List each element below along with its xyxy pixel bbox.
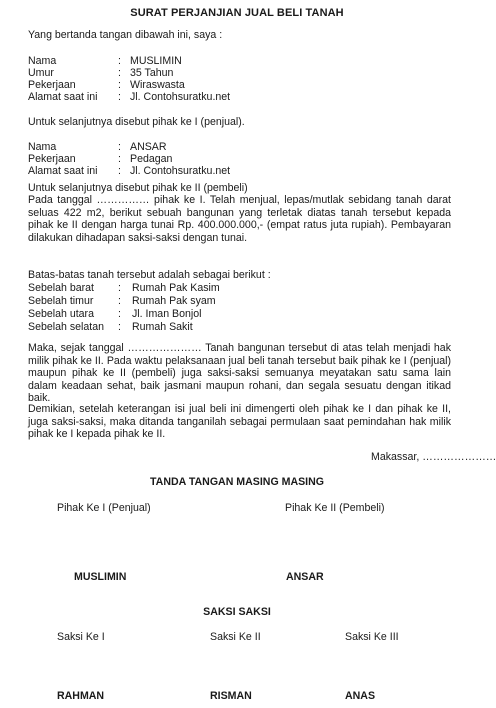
field-colon: : [118,153,121,165]
party2-name: ANSAR [286,571,324,583]
field-label: Nama [28,55,57,67]
party1-name: MUSLIMIN [74,571,127,583]
border-label: Sebelah barat [28,282,94,294]
border-value: Rumah Pak Kasim [132,282,220,294]
field-label: Pekerjaan [28,153,76,165]
border-label: Sebelah selatan [28,321,104,333]
border-value: Rumah Pak syam [132,295,216,307]
field-value: Pedagan [130,153,173,165]
closing-paragraph: Demikian, setelah keterangan isi jual beli ini dimengerti oleh pihak ke I dan pihak ke II, juga saksi-saksi, maka ditanda tanganilah sebagai permulaan saat pemindahan hak milik pihak ke I kepada pihak ke II. [28,403,451,440]
field-label: Alamat saat ini [28,165,98,177]
place-date: Makassar, ………………… [371,451,496,463]
first-party-note: Untuk selanjutnya disebut pihak ke I (penjual). [28,116,245,128]
field-value: Jl. Contohsuratku.net [130,165,231,177]
field-colon: : [118,165,121,177]
border-label: Sebelah utara [28,308,94,320]
border-colon: : [118,308,121,320]
field-label: Alamat saat ini [28,91,98,103]
field-label: Umur [28,67,54,79]
party2-label: Pihak Ke II (Pembeli) [285,502,385,514]
field-colon: : [118,141,121,153]
border-colon: : [118,282,121,294]
opening-line: Yang bertanda tangan dibawah ini, saya : [28,29,223,41]
witness-label: Saksi Ke III [345,631,399,643]
border-value: Jl. Iman Bonjol [132,308,202,320]
borders-intro: Batas-batas tanah tersebut adalah sebagai berikut : [28,269,271,281]
sale-paragraph: Pada tanggal …………… pihak ke I. Telah menjual, lepas/mutlak sebidang tanah darat seluas 422 m2, berikut sebuah bangunan yang terletak diatas tanah tersebut kepada pihak ke II dengan harga tunai Rp. 400.000.000,- (empat ratus juta rupiah). Pembayaran dilakukan dihadapan saksi-saksi dengan tunai. [28,194,451,244]
party1-label: Pihak Ke I (Penjual) [57,502,151,514]
field-value: MUSLIMIN [130,55,182,67]
border-label: Sebelah timur [28,295,94,307]
witness-label: Saksi Ke II [210,631,261,643]
witness-heading: SAKSI SAKSI [203,606,271,618]
field-value: Wiraswasta [130,79,185,91]
field-colon: : [118,79,121,91]
border-value: Rumah Sakit [132,321,193,333]
field-value: 35 Tahun [130,67,174,79]
witness-label: Saksi Ke I [57,631,105,643]
document-title: SURAT PERJANJIAN JUAL BELI TANAH [130,7,344,19]
field-colon: : [118,91,121,103]
field-value: Jl. Contohsuratku.net [130,91,231,103]
field-label: Pekerjaan [28,79,76,91]
field-colon: : [118,67,121,79]
witness-name: RISMAN [210,690,252,702]
field-value: ANSAR [130,141,167,153]
witness-name: RAHMAN [57,690,105,702]
border-colon: : [118,321,121,333]
signature-heading: TANDA TANGAN MASING MASING [150,476,324,488]
field-label: Nama [28,141,57,153]
second-party-note: Untuk selanjutnya disebut pihak ke II (pembeli) [28,182,248,194]
field-colon: : [118,55,121,67]
witness-name: ANAS [345,690,376,702]
ownership-paragraph: Maka, sejak tanggal ………………… Tanah bangunan tersebut di atas telah menjadi hak milik pihak ke II. Pada waktu pelaksanaan jual beli tanah tersebut baik pihak ke I (penjual) maupun pihak ke II (pembeli) juga saksi-saksi semuanya meyatakan satu sama lain dalam keadaan sehat, baik jasmani maupun rohani, dan segala sesuatu dengan itikad baik. [28,342,451,404]
border-colon: : [118,295,121,307]
